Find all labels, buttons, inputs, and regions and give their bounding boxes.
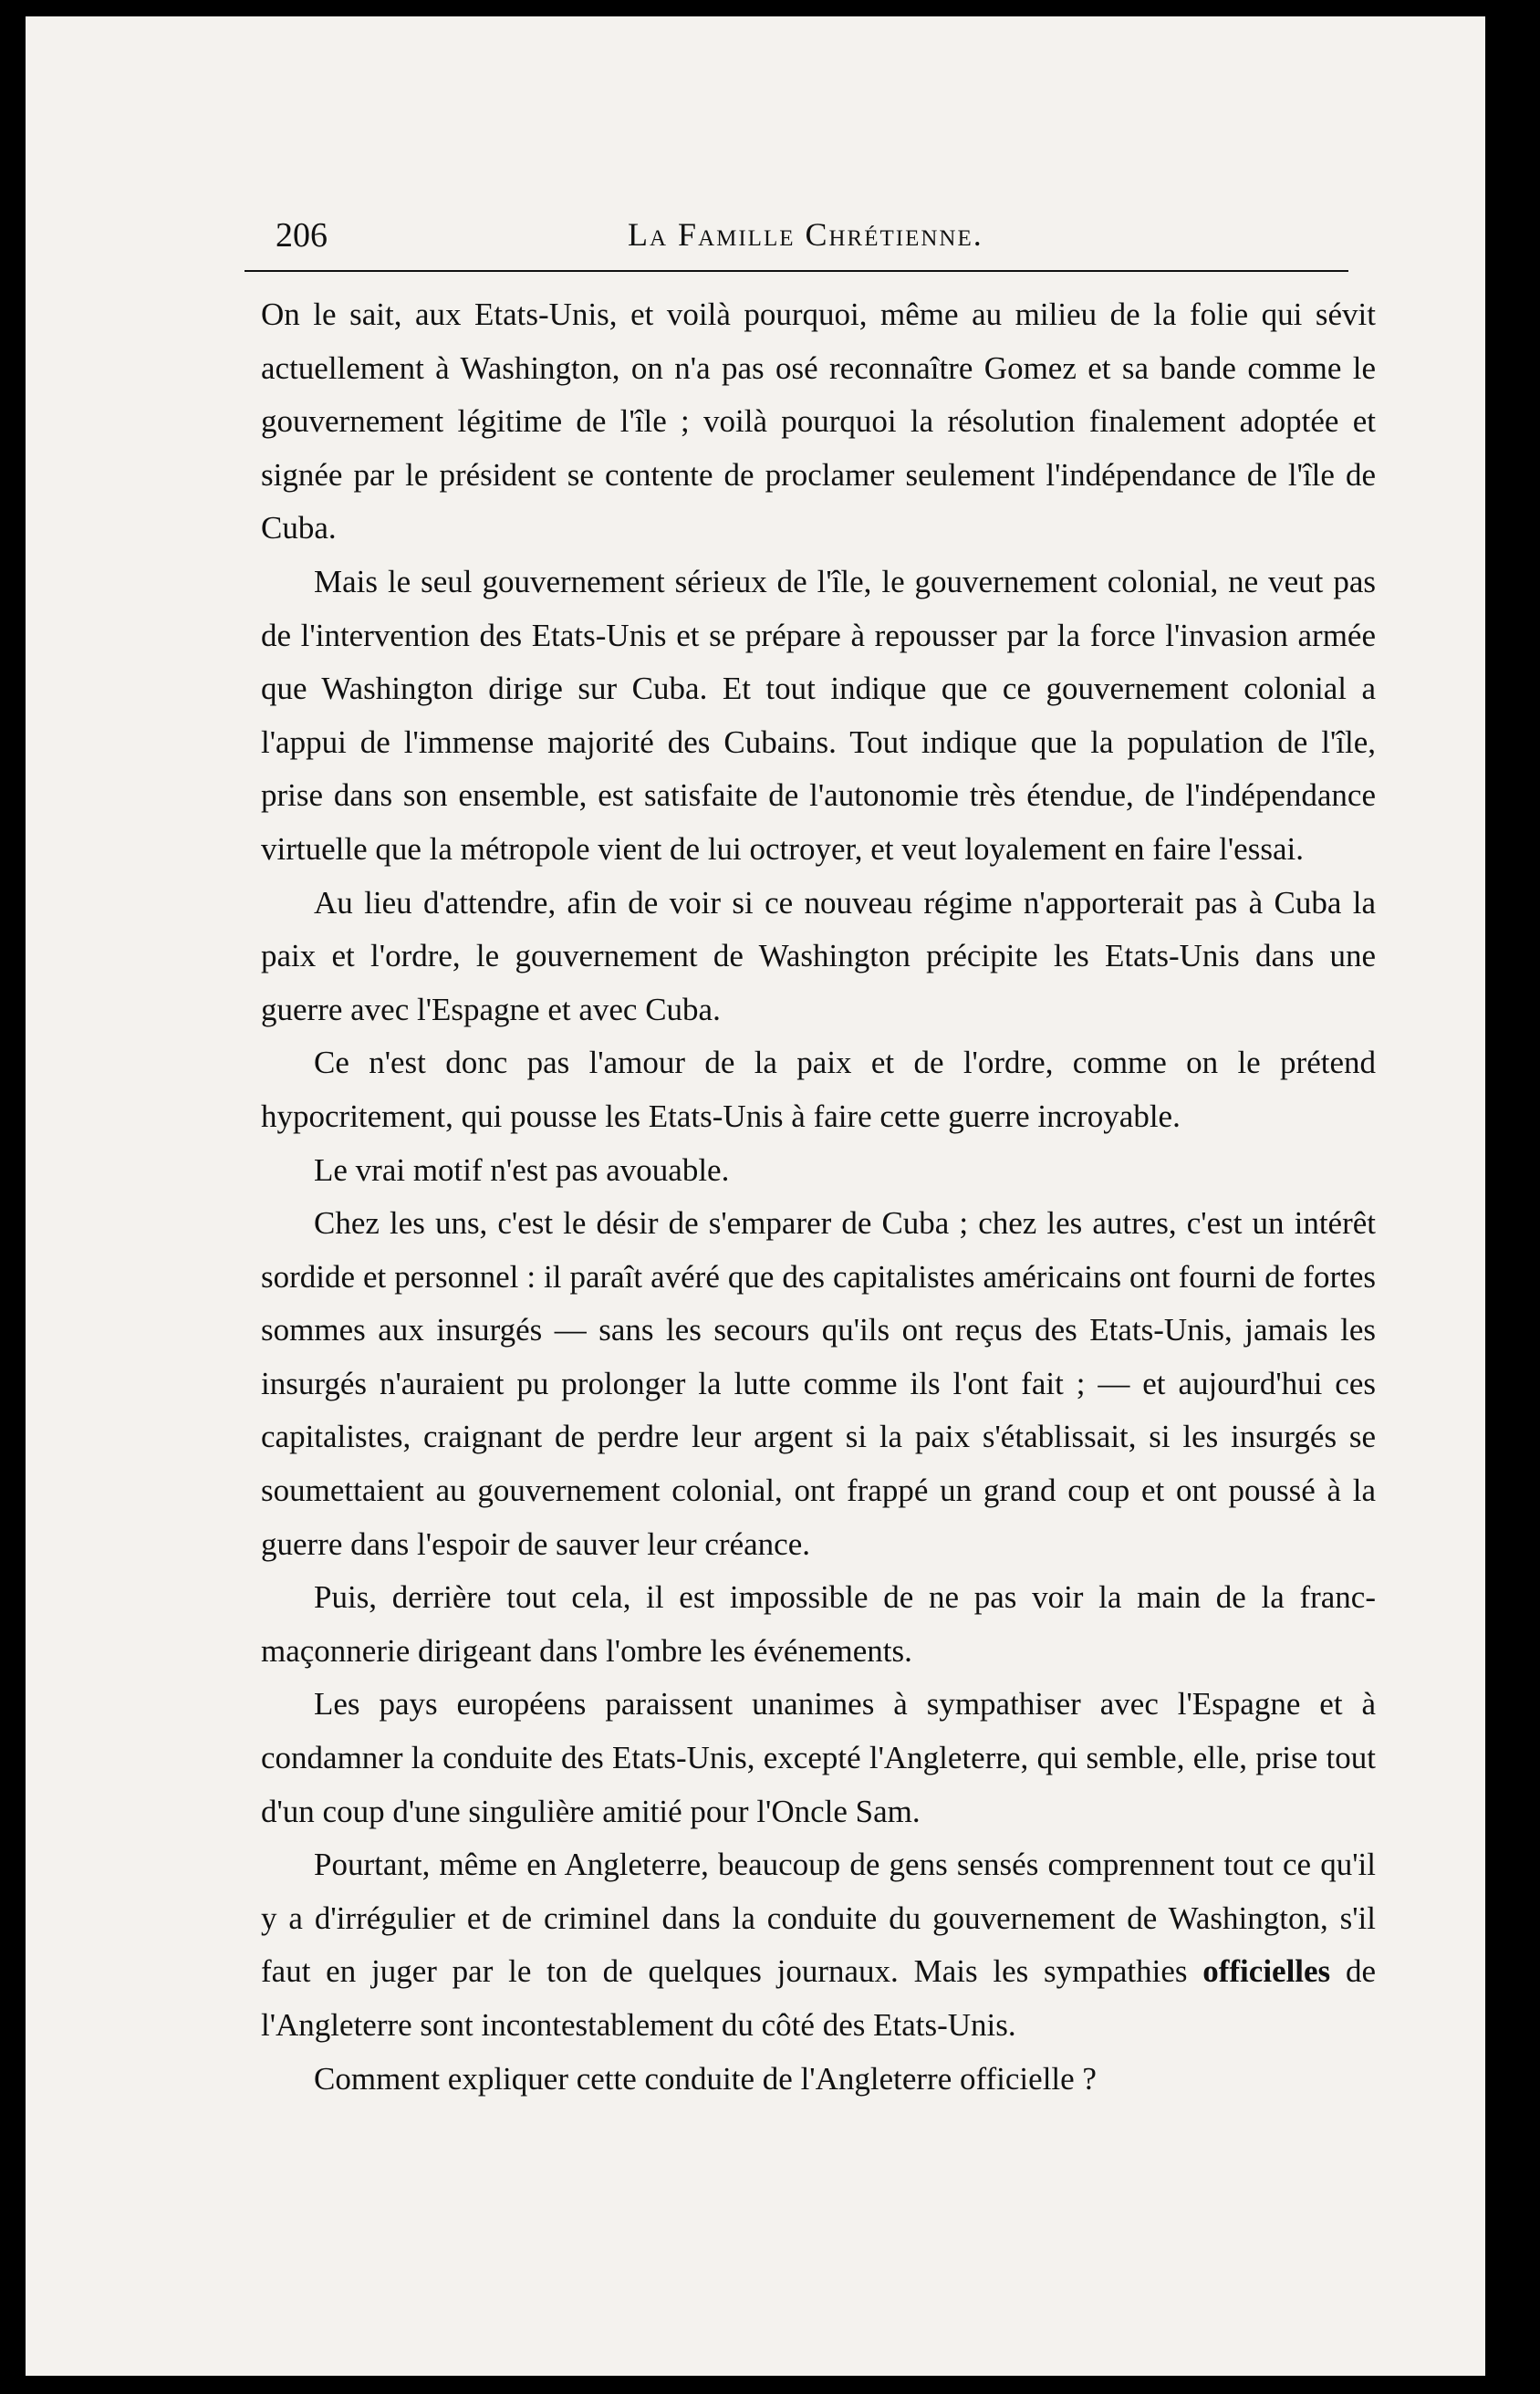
paragraph-text: Pourtant, même en Angleterre, beaucoup de gens sensés comprennent tout ce qu'il y a d'irrégulier et de criminel dans la conduite du gouvernement de Washington, s'il faut en juger par le ton de quelques journaux. Mais les sympathies xyxy=(261,1847,1376,1990)
paragraph: Chez les uns, c'est le désir de s'emparer de Cuba ; chez les autres, c'est un intérêt sordide et personnel : il paraît avéré que des capitalistes américains ont fourni de fortes sommes aux insurgés — sans les secours qu'ils ont reçus des Etats-Unis, jamais les insurgés n'auraient pu prolonger la lutte comme ils l'ont fait ; — et aujourd'hui ces capitalistes, craignant de perdre leur argent si la paix s'établissait, si les insurgés se soumettaient au gouvernement colonial, ont frappé un grand coup et ont poussé à la guerre dans l'espoir de sauver leur créance. xyxy=(261,1205,1376,1562)
page-number: 206 xyxy=(276,216,328,255)
paragraph: Les pays européens paraissent unanimes à sympathiser avec l'Espagne et à condamner la conduite des Etats-Unis, excepté l'Angleterre, qui semble, elle, prise tout d'un coup d'une singulière amitié pour l'Oncle Sam. xyxy=(261,1686,1376,1829)
paragraph: Puis, derrière tout cela, il est impossible de ne pas voir la main de la franc-maçonnerie dirigeant dans l'ombre les événements. xyxy=(261,1579,1376,1669)
paragraph: Mais le seul gouvernement sérieux de l'île, le gouvernement colonial, ne veut pas de l'intervention des Etats-Unis et se prépare à repousser par la force l'invasion armée que Washington dirige sur Cuba. Et tout indique que ce gouvernement colonial a l'appui de l'immense majorité des Cubains. Tout indique que la population de l'île, prise dans son ensemble, est satisfaite de l'autonomie très étendue, de l'indépendance virtuelle que la métropole vient de lui octroyer, et veut loyalement en faire l'essai. xyxy=(261,563,1376,867)
emphasis-text: officielles xyxy=(1202,1953,1331,1990)
paragraph: Au lieu d'attendre, afin de voir si ce nouveau régime n'apporterait pas à Cuba la paix et l'ordre, le gouvernement de Washington précipite les Etats-Unis dans une guerre avec l'Espagne et avec Cuba. xyxy=(261,884,1376,1027)
paragraph: Ce n'est donc pas l'amour de la paix et de l'ordre, comme on le prétend hypocritement, qui pousse les Etats-Unis à faire cette guerre incroyable. xyxy=(261,1045,1376,1134)
paragraph xyxy=(261,1838,1376,2052)
page-header xyxy=(245,215,1376,270)
paragraph: On le sait, aux Etats-Unis, et voilà pourquoi, même au milieu de la folie qui sévit actuellement à Washington, on n'a pas osé reconnaître Gomez et sa bande comme le gouvernement légitime de l'île ; voilà pourquoi la résolution finalement adoptée et signée par le président se contente de proclamer seulement l'indépendance de l'île de Cuba. xyxy=(261,297,1376,546)
header-rule xyxy=(245,270,1348,272)
paragraph: Le vrai motif n'est pas avouable. xyxy=(314,1151,730,1188)
running-title: La Famille Chrétienne. xyxy=(628,216,983,253)
book-page xyxy=(26,16,1485,2376)
paragraph-text: de l'Angleterre sont incontestablement du côté des Etats-Unis. xyxy=(261,1953,1376,2043)
body-text xyxy=(261,288,1376,2106)
paragraph: Comment expliquer cette conduite de l'Angleterre officielle ? xyxy=(314,2060,1097,2097)
